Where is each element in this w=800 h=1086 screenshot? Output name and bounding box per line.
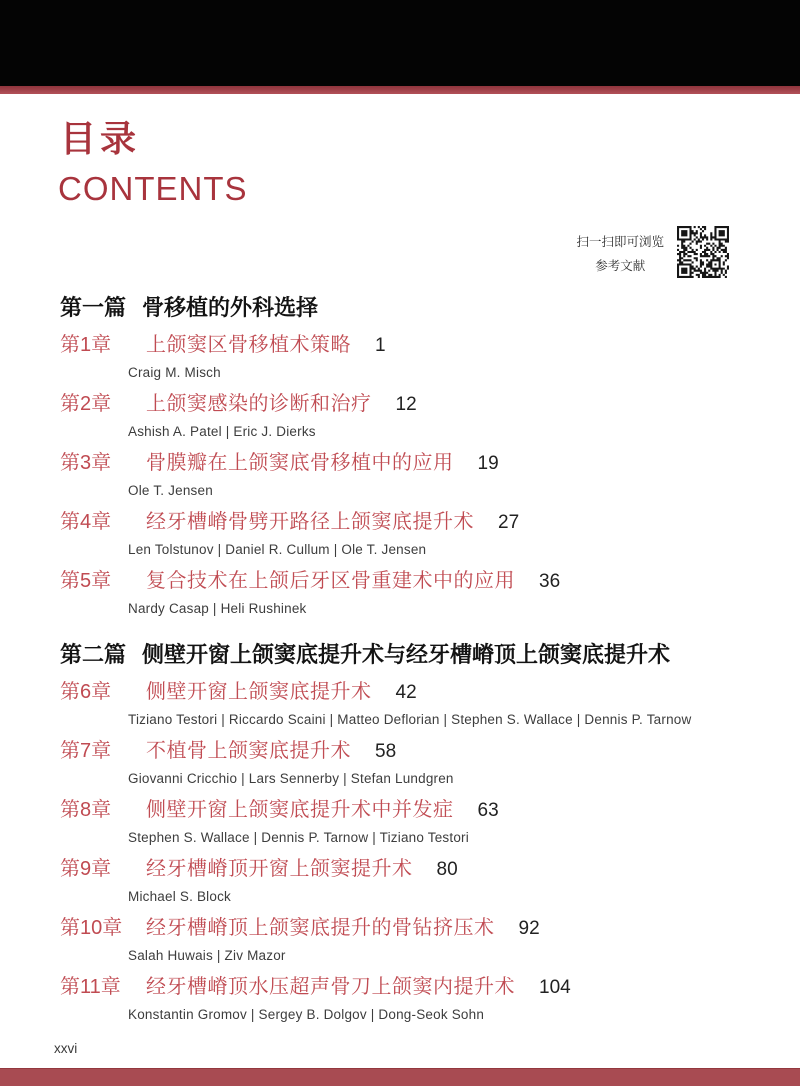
chapter-number: 第6章 [60, 681, 112, 703]
chapter-line [60, 393, 764, 416]
chapter-page-number: 42 [395, 682, 417, 703]
qr-code-icon [677, 226, 729, 278]
chapter-title: 经牙槽嵴顶上颌窦底提升的骨钻挤压术 [146, 917, 495, 939]
chapter-authors: Craig M. Misch [128, 365, 221, 380]
chapter-authors: Giovanni Cricchio | Lars Sennerby | Stefan Lundgren [128, 771, 454, 786]
chapter-title: 复合技术在上颌后牙区骨重建术中的应用 [146, 570, 515, 592]
toc-chapter-entry [60, 452, 764, 499]
chapter-line [60, 452, 764, 475]
toc-chapter-entry [60, 570, 764, 617]
part-label: 第二篇 [60, 642, 127, 667]
header-accent-stripe [0, 86, 800, 94]
chapter-line [60, 799, 764, 822]
chapter-line [60, 917, 764, 940]
chapter-list [60, 334, 764, 617]
chapter-list [60, 681, 764, 1023]
chapter-number: 第10章 [60, 917, 123, 939]
chapter-line [60, 740, 764, 763]
chapter-number: 第2章 [60, 393, 112, 415]
part-label: 第一篇 [60, 295, 127, 320]
chapter-title: 经牙槽嵴顶水压超声骨刀上颌窦内提升术 [146, 976, 515, 998]
chapter-number: 第5章 [60, 570, 112, 592]
chapter-line [60, 570, 764, 593]
chapter-authors: Salah Huwais | Ziv Mazor [128, 948, 286, 963]
chapter-page-number: 19 [477, 453, 499, 474]
chapter-line [60, 681, 764, 704]
chapter-line [60, 334, 764, 357]
chapter-authors: Tiziano Testori | Riccardo Scaini | Matteo Deflorian | Stephen S. Wallace | Dennis P. Tarnow [128, 712, 692, 727]
chapter-page-number: 36 [539, 571, 561, 592]
chapter-number: 第7章 [60, 740, 112, 762]
chapter-authors: Nardy Casap | Heli Rushinek [128, 601, 307, 616]
footer-stripe [0, 1068, 800, 1086]
toc-part [60, 296, 764, 617]
chapter-title: 侧壁开窗上颌窦底提升术中并发症 [146, 799, 454, 821]
chapter-number: 第4章 [60, 511, 112, 533]
toc-chapter-entry [60, 740, 764, 787]
toc-chapter-entry [60, 681, 764, 728]
chapter-title: 上颌窦区骨移植术策略 [146, 334, 351, 356]
chapter-title: 不植骨上颌窦底提升术 [146, 740, 351, 762]
toc-chapter-entry [60, 799, 764, 846]
toc-chapter-entry [60, 393, 764, 440]
toc-chapter-entry [60, 511, 764, 558]
qr-caption-line1: 扫一扫即可浏览 [576, 235, 664, 249]
chapter-title: 经牙槽嵴骨劈开路径上颌窦底提升术 [146, 511, 474, 533]
chapter-authors: Len Tolstunov | Daniel R. Cullum | Ole T. Jensen [128, 542, 427, 557]
chapter-title: 经牙槽嵴顶开窗上颌窦提升术 [146, 858, 413, 880]
chapter-line [60, 511, 764, 534]
toc-chapter-entry [60, 976, 764, 1023]
page-title-chinese: 目录 [60, 118, 141, 159]
part-title: 侧壁开窗上颌窦底提升术与经牙槽嵴顶上颌窦底提升术 [142, 642, 671, 667]
chapter-line [60, 858, 764, 881]
chapter-page-number: 1 [375, 335, 386, 356]
toc-chapter-entry [60, 858, 764, 905]
chapter-page-number: 27 [498, 512, 520, 533]
chapter-number: 第9章 [60, 858, 112, 880]
chapter-title: 上颌窦感染的诊断和治疗 [146, 393, 372, 415]
chapter-authors: Ashish A. Patel | Eric J. Dierks [128, 424, 316, 439]
chapter-number: 第3章 [60, 452, 112, 474]
chapter-title: 骨膜瓣在上颌窦底骨移植中的应用 [146, 452, 454, 474]
chapter-number: 第8章 [60, 799, 112, 821]
qr-block [576, 226, 729, 278]
chapter-authors: Stephen S. Wallace | Dennis P. Tarnow | Tiziano Testori [128, 830, 469, 845]
qr-caption [576, 230, 664, 278]
qr-caption-line2: 参考文献 [595, 259, 646, 273]
chapter-authors: Michael S. Block [128, 889, 231, 904]
part-heading [60, 643, 764, 667]
header-band [0, 0, 800, 86]
chapter-page-number: 63 [477, 800, 499, 821]
chapter-page-number: 12 [395, 394, 417, 415]
toc-chapter-entry [60, 917, 764, 964]
chapter-number: 第11章 [60, 976, 121, 998]
page-title-english: CONTENTS [58, 170, 248, 207]
chapter-authors: Konstantin Gromov | Sergey B. Dolgov | Dong-Seok Sohn [128, 1007, 485, 1022]
part-heading [60, 296, 764, 320]
chapter-line [60, 976, 764, 999]
toc-chapter-entry [60, 334, 764, 381]
chapter-page-number: 58 [375, 741, 397, 762]
toc-part [60, 643, 764, 1023]
table-of-contents [60, 296, 764, 1035]
chapter-number: 第1章 [60, 334, 112, 356]
chapter-authors: Ole T. Jensen [128, 483, 213, 498]
part-title: 骨移植的外科选择 [142, 295, 319, 320]
page-number-folio: xxvi [54, 1041, 78, 1056]
chapter-page-number: 104 [539, 977, 571, 998]
chapter-page-number: 80 [436, 859, 458, 880]
chapter-page-number: 92 [518, 918, 540, 939]
chapter-title: 侧壁开窗上颌窦底提升术 [146, 681, 372, 703]
